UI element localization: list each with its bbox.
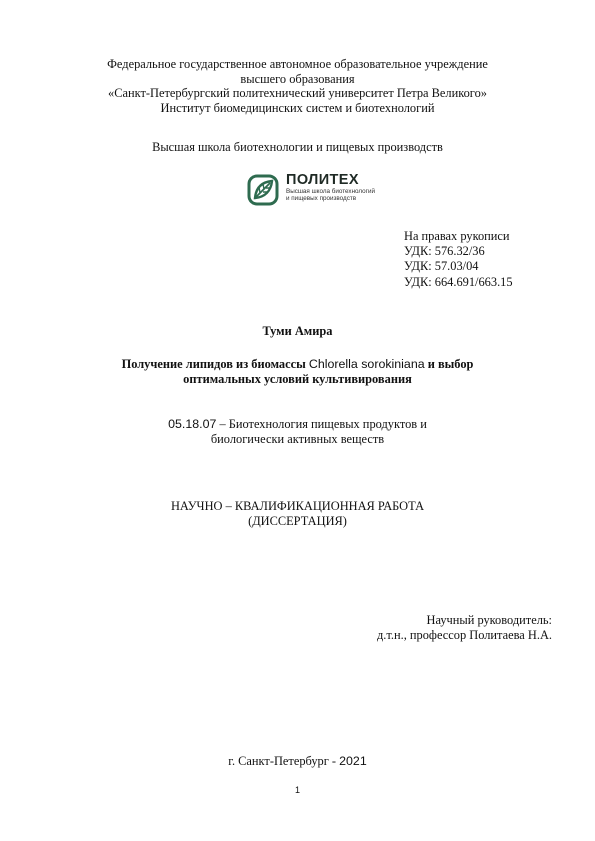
org-line-3: «Санкт-Петербургский политехнический университет Петра Великого» (108, 86, 487, 101)
polytech-logo (246, 172, 396, 208)
work-type-block (0, 499, 595, 529)
org-line-2: высшего образования (240, 71, 355, 86)
leaf-emblem-icon (246, 173, 280, 207)
specialty-name-1: – Биотехнология пищевых продуктов и (216, 417, 427, 431)
year: 2021 (339, 754, 367, 768)
title-line-2: оптимальных условий культивирования (183, 372, 412, 387)
udk-2: УДК: 57.03/04 (404, 259, 479, 274)
city: г. Санкт-Петербург - (228, 754, 340, 768)
logo-subtitle-2: и пищевых производств (286, 195, 357, 203)
advisor-label: Научный руководитель: (426, 613, 552, 627)
logo-title: ПОЛИТЕХ (286, 172, 359, 188)
manuscript-rights: На правах рукописи (404, 229, 510, 243)
advisor-name: д.т.н., профессор Политаева Н.А. (377, 628, 552, 643)
specialty-code: 05.18.07 (168, 417, 217, 431)
org-line-4: Институт биомедицинских систем и биотехнологий (160, 100, 435, 115)
author-name: Туми Амира (262, 324, 333, 338)
title-part-2: и выбор (424, 357, 474, 371)
dissertation-title (0, 357, 595, 387)
page-number: 1 (294, 785, 300, 795)
specialty-line-2: биологически активных веществ (210, 432, 385, 447)
title-line-1 (0, 357, 595, 372)
manuscript-block (404, 229, 513, 290)
specialty-line-1 (0, 417, 595, 432)
udk-1: УДК: 576.32/36 (404, 244, 485, 259)
title-part-1: Получение липидов из биомассы (121, 357, 309, 371)
school-name: Высшая школа биотехнологии и пищевых производств (152, 140, 443, 154)
organization-block (0, 57, 595, 115)
org-line-1: Федеральное государственное автономное образовательное учреждение (107, 57, 488, 71)
city-year (0, 754, 595, 769)
logo-subtitle-1: Высшая школа биотехнологий (286, 188, 375, 195)
work-type-line-1: НАУЧНО – КВАЛИФИКАЦИОННАЯ РАБОТА (170, 499, 425, 513)
title-species: Chlorella sorokiniana (308, 357, 425, 371)
specialty-block (0, 417, 595, 447)
work-type-line-2: (ДИССЕРТАЦИЯ) (248, 514, 347, 529)
udk-3: УДК: 664.691/663.15 (404, 274, 513, 289)
logo-text (286, 173, 375, 203)
advisor-block (377, 613, 552, 643)
